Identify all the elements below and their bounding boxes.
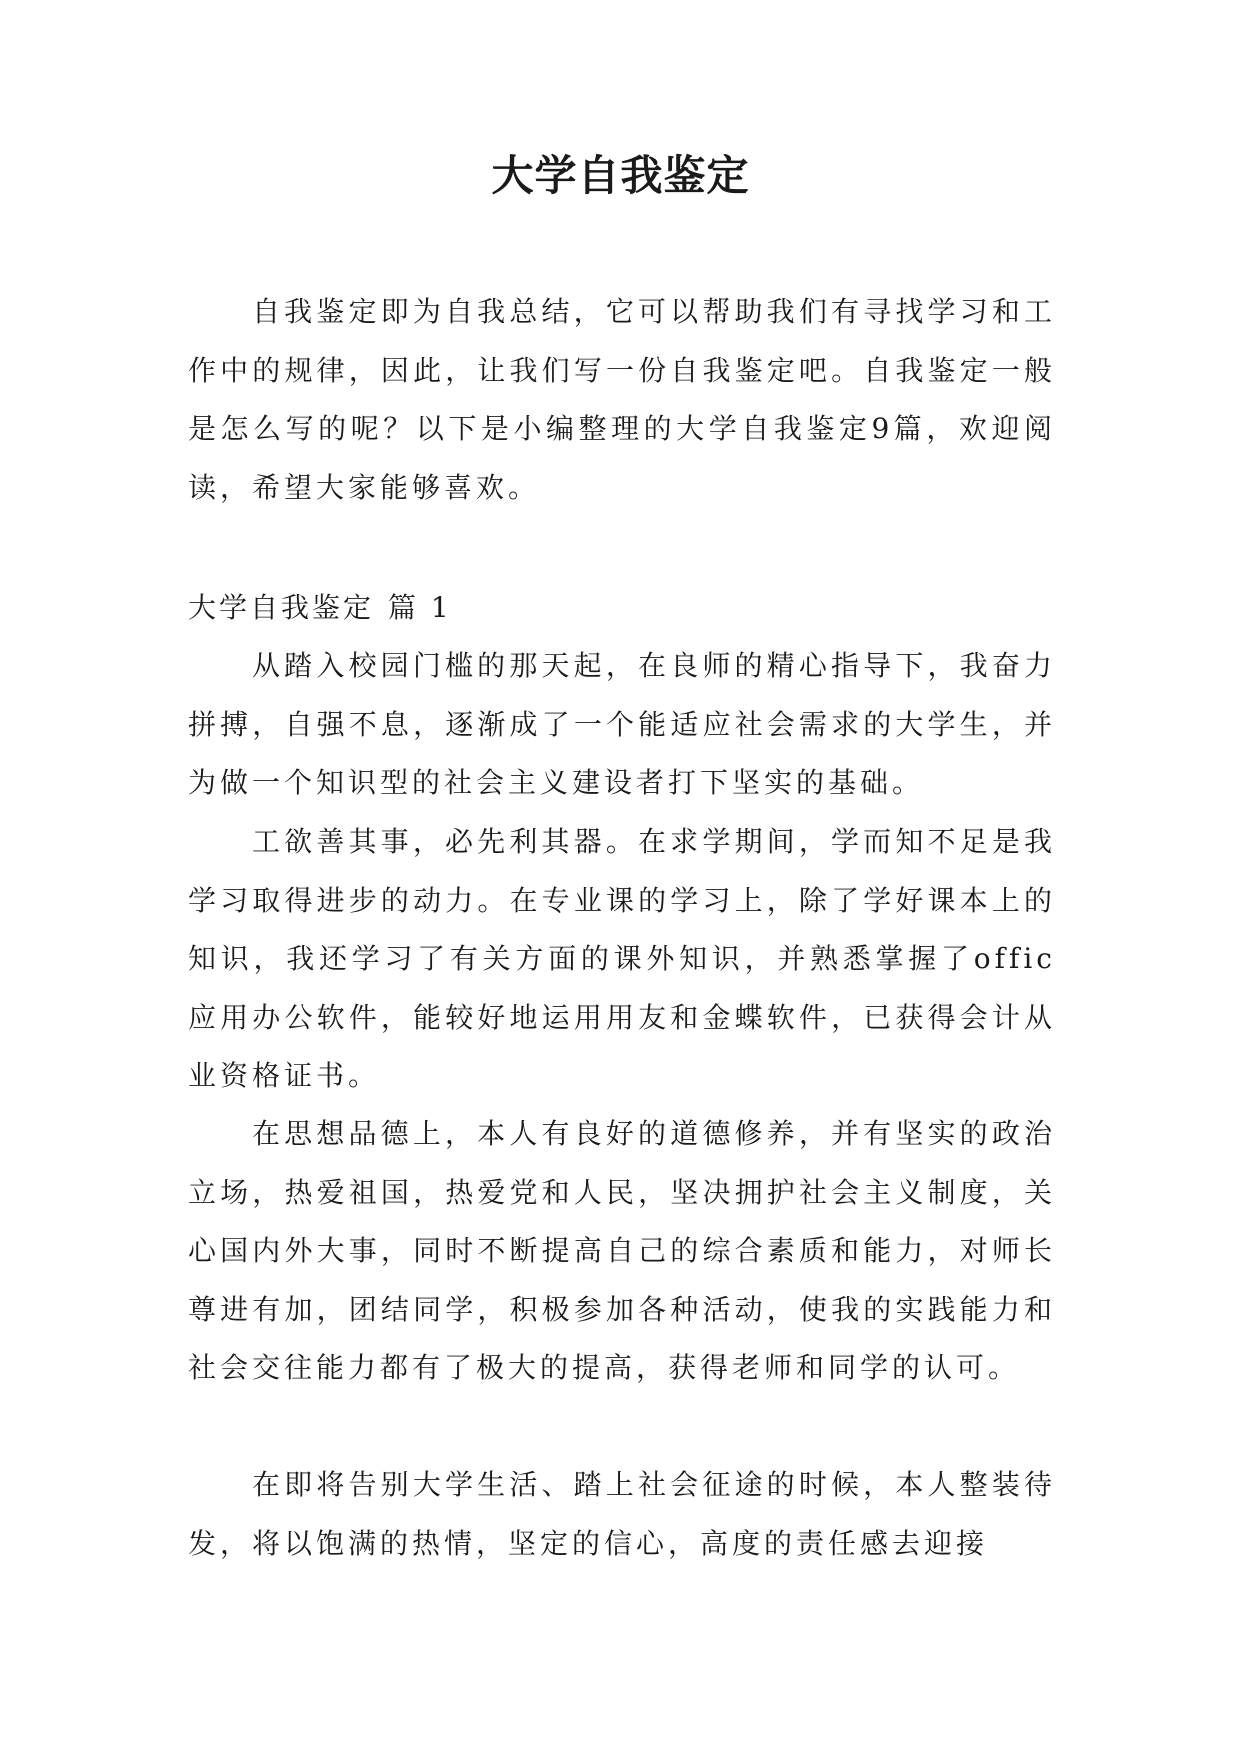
section-heading-label: 篇 1 [388, 591, 452, 624]
body-paragraph-1: 从踏入校园门槛的那天起，在良师的精心指导下，我奋力拼搏，自强不息，逐渐成了一个能适应社会需求的大学生，并为做一个知识型的社会主义建设者打下坚实的基础。 [188, 649, 1056, 799]
body-paragraph-3: 在思想品德上，本人有良好的道德修养，并有坚实的政治立场，热爱祖国，热爱党和人民，坚决拥护社会主义制度，关心国内外大事，同时不断提高自己的综合素质和能力，对师长尊进有加，团结同学，积极参加各种活动，使我的实践能力和社会交往能力都有了极大的提高，获得老师和同学的认可。 [188, 1117, 1056, 1384]
body-paragraph-4: 在即将告别大学生活、踏上社会征途的时候，本人整装待发，将以饱满的热情，坚定的信心，高度的责任感去迎接 [188, 1468, 1056, 1560]
document-title: 大学自我鉴定 [491, 151, 750, 200]
section-heading-title: 大学自我鉴定 [188, 591, 375, 624]
body-paragraph-2: 工欲善其事，必先利其器。在求学期间，学而知不足是我学习取得进步的动力。在专业课的学习上，除了学好课本上的知识，我还学习了有关方面的课外知识，并熟悉掌握了offic应用办公软件，能较好地运用用友和金蝶软件，已获得会计从业资格证书。 [188, 825, 1056, 1092]
intro-paragraph: 自我鉴定即为自我总结，它可以帮助我们有寻找学习和工作中的规律，因此，让我们写一份自我鉴定吧。自我鉴定一般是怎么写的呢？以下是小编整理的大学自我鉴定9篇，欢迎阅读，希望大家能够喜欢。 [188, 295, 1056, 504]
section-heading [188, 579, 1056, 637]
